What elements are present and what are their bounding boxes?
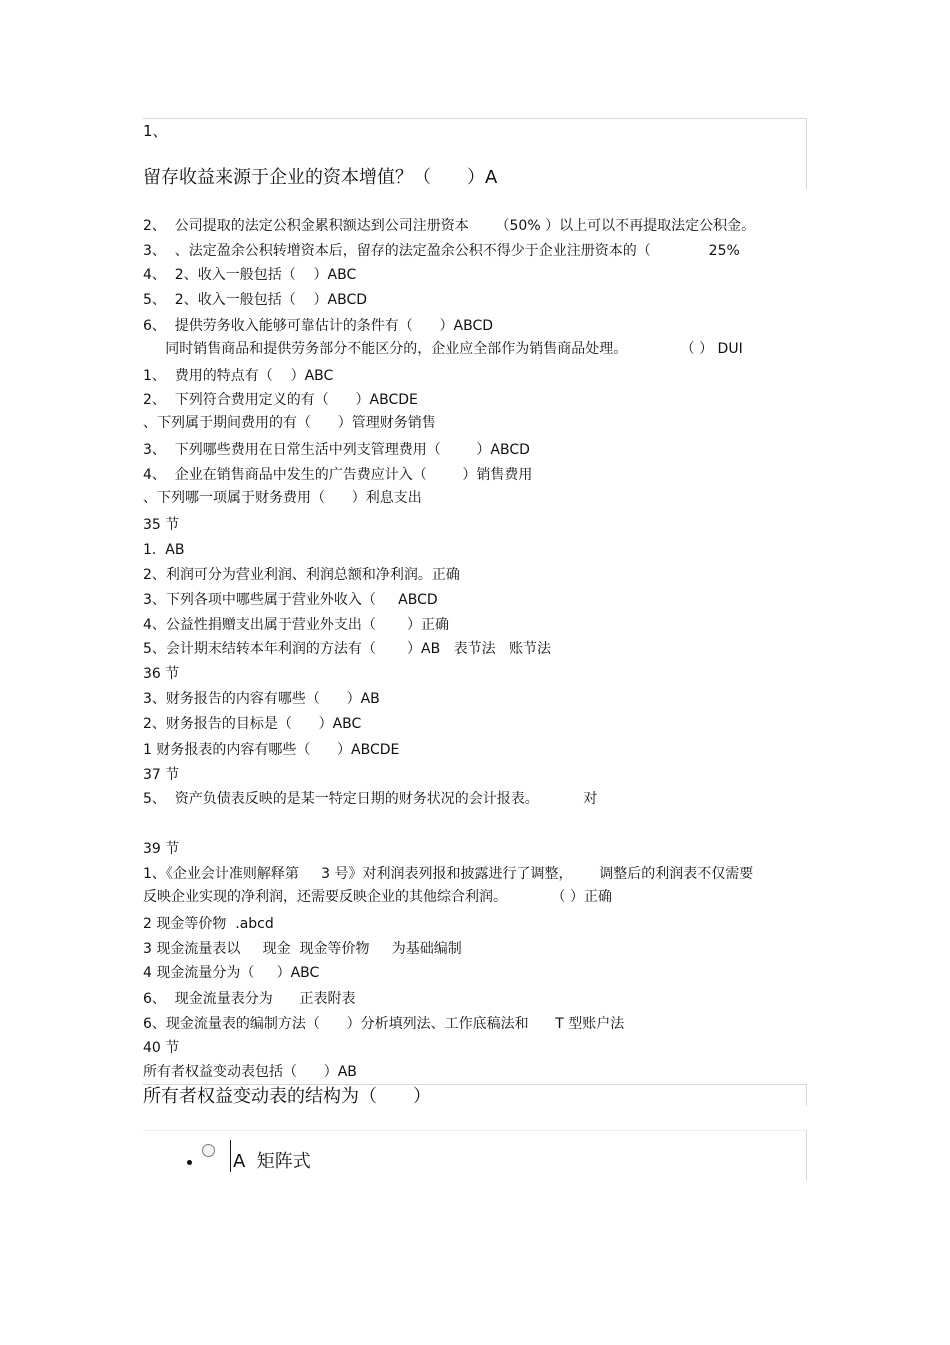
document-line: 3、财务报告的内容有哪些（ ）AB [143,691,380,707]
bottom-block-question: 所有者权益变动表的结构为（ ） [143,1086,431,1107]
document-line: 3、 下列哪些费用在日常生活中列支管理费用（ ）ABCD [143,442,530,458]
document-line: 1 财务报表的内容有哪些（ ）ABCDE [143,742,400,758]
text-cursor [230,1140,231,1172]
document-line: 4 现金流量分为（ ）ABC [143,965,320,981]
top-block-number: 1、 [143,122,168,140]
document-line: 所有者权益变动表包括（ ）AB [143,1064,357,1080]
document-line: 4、公益性捐赠支出属于营业外支出（ ）正确 [143,617,450,633]
document-line: 36 节 [143,666,180,682]
option-a-label: A 矩阵式 [233,1151,311,1172]
document-line: 、下列属于期间费用的有（ ）管理财务销售 [143,415,436,431]
document-line: 3 现金流量表以 现金 现金等价物 为基础编制 [143,941,462,957]
bottom-block-border [143,1084,806,1085]
document-line: 1、 费用的特点有（ ）ABC [143,368,334,384]
option-block-border [143,1130,806,1131]
document-line: 5、会计期末结转本年利润的方法有（ ）AB 表节法 账节法 [143,641,551,657]
document-line: 3、 、法定盈余公积转增资本后，留存的法定盈余公积不得少于企业注册资本的（ 25% [143,243,740,259]
document-line: 2、 公司提取的法定公积金累积额达到公司注册资本 （50% ）以上可以不再提取法定公积金。 [143,218,756,234]
document-line: 2 现金等价物 .abcd [143,916,274,932]
bottom-block-right-border [806,1084,807,1106]
document-line: 39 节 [143,841,180,857]
top-block-question: 留存收益来源于企业的资本增值？（ ）A [143,167,498,188]
document-line: 2、财务报告的目标是（ ）ABC [143,716,362,732]
document-line: 3、下列各项中哪些属于营业外收入（ ABCD [143,592,438,608]
document-line: 6、 现金流量表分为 正表附表 [143,991,356,1007]
document-line: 4、 2、收入一般包括（ ）ABC [143,267,357,283]
document-line: 4、 企业在销售商品中发生的广告费应计入（ ）销售费用 [143,467,533,483]
document-line: 1. AB [143,542,185,558]
document-line: 35 节 [143,517,180,533]
document-line: 反映企业实现的净利润，还需要反映企业的其他综合利润。 （ ）正确 [143,889,612,905]
option-a-radio[interactable] [202,1144,215,1157]
document-line: 5、 2、收入一般包括（ ）ABCD [143,292,368,308]
document-line: 40 节 [143,1040,180,1056]
list-bullet [187,1160,192,1165]
document-line: 6、现金流量表的编制方法（ ）分析填列法、工作底稿法和 T 型账户法 [143,1016,625,1032]
document-line: 2、利润可分为营业利润、利润总额和净利润。正确 [143,567,460,583]
document-line: 同时销售商品和提供劳务部分不能区分的，企业应全部作为销售商品处理。 （ ） DUI [143,341,743,357]
option-block-right-border [806,1130,807,1180]
document-line: 1、《企业会计准则解释第 3 号》对利润表列报和披露进行了调整， 调整后的利润表不仅需要 [143,866,754,882]
document-line: 、下列哪一项属于财务费用（ ）利息支出 [143,490,422,506]
top-block-border [143,118,806,119]
document-line: 2、 下列符合费用定义的有（ ）ABCDE [143,392,418,408]
document-line: 6、 提供劳务收入能够可靠估计的条件有（ ）ABCD [143,318,493,334]
top-block-right-border [806,118,807,189]
document-line: 37 节 [143,767,180,783]
document-line: 5、 资产负债表反映的是某一特定日期的财务状况的会计报表。 对 [143,791,598,807]
